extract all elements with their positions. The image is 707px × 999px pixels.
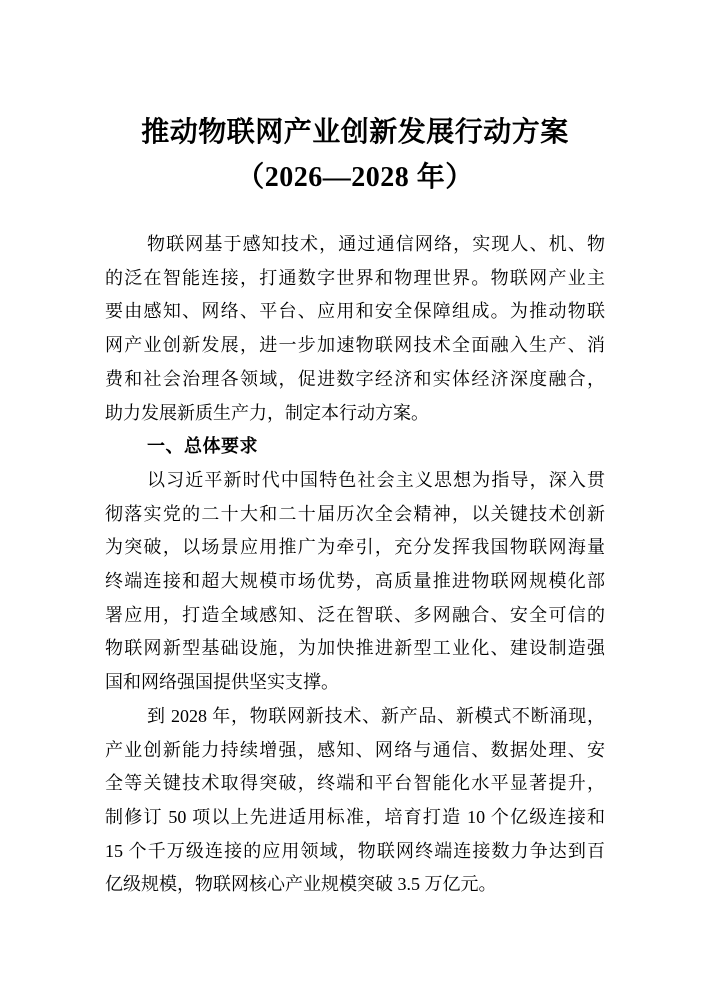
- goals-2028-paragraph: [105, 700, 605, 902]
- paragraph-line: 到 2028 年，物联网新技术、新产品、新模式不断涌现，: [147, 705, 605, 726]
- paragraph-line: 为突破，以场景应用推广为牵引，充分发挥我国物联网海量: [105, 537, 605, 558]
- paragraph-line: 的泛在智能连接，打通数字世界和物理世界。物联网产业主: [105, 267, 605, 288]
- paragraph-line: 网产业创新发展，进一步加速物联网技术全面融入生产、消: [105, 335, 605, 356]
- document-title: [105, 110, 605, 200]
- paragraph-line: 全等关键技术取得突破，终端和平台智能化水平显著提升，: [105, 773, 605, 794]
- section-heading-general-requirements: 一、总体要求: [147, 436, 258, 457]
- paragraph-line: 15 个千万级连接的应用领域，物联网终端连接数力争达到百: [105, 840, 605, 861]
- paragraph-line: 亿级规模，物联网核心产业规模突破 3.5 万亿元。: [105, 874, 497, 895]
- title-line-2: （2026—2028 年）: [236, 162, 474, 193]
- guiding-principles-paragraph: [105, 464, 605, 700]
- paragraph-line: 产业创新能力持续增强，感知、网络与通信、数据处理、安: [105, 739, 605, 760]
- paragraph-line: 费和社会治理各领域，促进数字经济和实体经济深度融合，: [105, 368, 605, 389]
- paragraph-line: 国和网络强国提供坚实支撑。: [105, 672, 339, 693]
- paragraph-line: 以习近平新时代中国特色社会主义思想为指导，深入贯: [147, 469, 605, 490]
- title-line-1: 推动物联网产业创新发展行动方案: [141, 117, 569, 148]
- paragraph-line: 物联网新型基础设施，为加快推进新型工业化、建设制造强: [105, 638, 605, 659]
- document-body: [105, 228, 605, 902]
- paragraph-line: 署应用，打造全域感知、泛在智联、多网融合、安全可信的: [105, 604, 605, 625]
- paragraph-line: 彻落实党的二十大和二十届历次全会精神，以关键技术创新: [105, 503, 605, 524]
- intro-paragraph: [105, 228, 605, 430]
- paragraph-line: 要由感知、网络、平台、应用和安全保障组成。为推动物联: [105, 301, 605, 322]
- paragraph-line: 物联网基于感知技术，通过通信网络，实现人、机、物: [147, 234, 605, 254]
- paragraph-line: 制修订 50 项以上先进适用标准，培育打造 10 个亿级连接和: [105, 806, 605, 827]
- document-content: [105, 110, 605, 902]
- paragraph-line: 终端连接和超大规模市场优势，高质量推进物联网规模化部: [105, 571, 605, 592]
- paragraph-line: 助力发展新质生产力，制定本行动方案。: [105, 402, 429, 423]
